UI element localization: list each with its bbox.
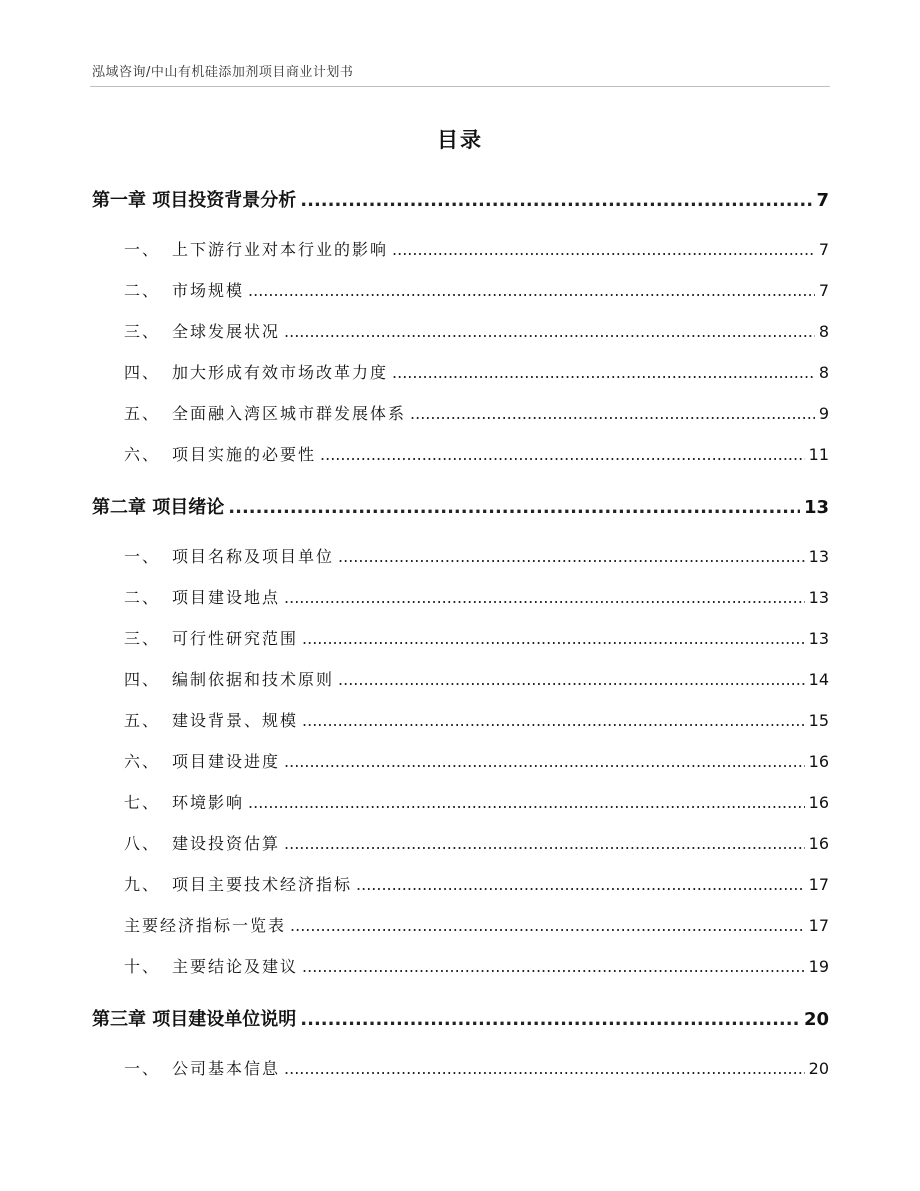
dot-leader — [302, 711, 805, 730]
dot-leader — [392, 363, 815, 382]
toc-entry-label — [92, 749, 280, 772]
toc-entry-label — [92, 831, 280, 854]
toc-page-number: 7 — [818, 240, 829, 259]
toc-entry-number: 四、 — [124, 670, 161, 689]
toc-entry-label — [92, 667, 334, 690]
toc-entry-label — [92, 493, 224, 519]
toc-section-entry[interactable] — [92, 872, 829, 896]
toc-page-number: 11 — [808, 445, 829, 464]
toc-entry-label — [92, 1056, 280, 1079]
toc-section-entry[interactable] — [92, 401, 829, 425]
toc-entry-number: 二、 — [124, 588, 161, 607]
toc-entry-label — [92, 401, 406, 424]
toc-entry-number: 六、 — [124, 752, 161, 771]
toc-page-number: 13 — [803, 497, 829, 518]
dot-leader — [300, 1009, 800, 1030]
toc-page-number: 20 — [808, 1059, 829, 1078]
header-divider — [90, 86, 830, 87]
dot-leader — [410, 404, 815, 423]
dot-leader — [290, 916, 805, 935]
toc-section-entry[interactable] — [92, 319, 829, 343]
toc-entry-text: 建设投资估算 — [172, 834, 281, 853]
toc-entry-text: 全面融入湾区城市群发展体系 — [172, 404, 407, 423]
toc-title: 目录 — [437, 128, 483, 152]
toc-section-entry[interactable] — [92, 749, 829, 773]
toc-page-number: 9 — [818, 404, 829, 423]
dot-leader — [228, 497, 800, 518]
toc-entry-text: 主要结论及建议 — [172, 957, 299, 976]
toc-entry-number: 六、 — [124, 445, 161, 464]
toc-page-number: 14 — [808, 670, 829, 689]
toc-page-number: 15 — [808, 711, 829, 730]
toc-entry-number: 五、 — [124, 711, 161, 730]
toc-entry-text: 第二章 项目绪论 — [92, 497, 225, 518]
toc-entry-number: 九、 — [124, 875, 161, 894]
toc-entry-text: 建设背景、规模 — [172, 711, 299, 730]
toc-entry-label — [92, 237, 388, 260]
dot-leader — [356, 875, 805, 894]
toc-page-number: 19 — [808, 957, 829, 976]
toc-section-entry[interactable] — [92, 626, 829, 650]
toc-page-number: 8 — [818, 363, 829, 382]
dot-leader — [302, 957, 805, 976]
toc-page-number: 17 — [808, 916, 829, 935]
toc-entry-label — [92, 319, 280, 342]
dot-leader — [302, 629, 805, 648]
toc-section-entry[interactable] — [92, 585, 829, 609]
toc-section-entry[interactable] — [92, 544, 829, 568]
dot-leader — [284, 322, 815, 341]
toc-page-number: 13 — [808, 547, 829, 566]
toc-section-entry[interactable] — [92, 360, 829, 384]
toc-entry-number: 十、 — [124, 957, 161, 976]
toc-entry-label — [92, 544, 334, 567]
toc-entry-number: 八、 — [124, 834, 161, 853]
toc-entry-label — [92, 442, 316, 465]
toc-entry-text: 编制依据和技术原则 — [172, 670, 335, 689]
dot-leader — [300, 190, 812, 211]
toc-page-number: 7 — [816, 190, 829, 211]
toc-page-number: 16 — [808, 834, 829, 853]
toc-entry-text: 加大形成有效市场改革力度 — [172, 363, 389, 382]
toc-entry-text: 项目名称及项目单位 — [172, 547, 335, 566]
toc-section-entry[interactable] — [92, 442, 829, 466]
toc-section-entry[interactable] — [92, 913, 829, 937]
running-header: 泓域咨询/中山有机硅添加剂项目商业计划书 — [92, 65, 354, 80]
toc-page-number: 8 — [818, 322, 829, 341]
toc-entry-number: 一、 — [124, 1059, 161, 1078]
toc-page-number: 16 — [808, 752, 829, 771]
toc-entry-text: 市场规模 — [172, 281, 245, 300]
toc-entry-number: 五、 — [124, 404, 161, 423]
toc-section-entry[interactable] — [92, 278, 829, 302]
toc-page-number: 13 — [808, 588, 829, 607]
toc-page-number: 13 — [808, 629, 829, 648]
toc-page-number: 17 — [808, 875, 829, 894]
toc-entry-text: 公司基本信息 — [172, 1059, 281, 1078]
toc-entry-text: 第一章 项目投资背景分析 — [92, 190, 297, 211]
toc-section-entry[interactable] — [92, 790, 829, 814]
dot-leader — [284, 752, 805, 771]
dot-leader — [284, 588, 805, 607]
toc-chapter-entry[interactable] — [92, 186, 829, 212]
toc-entry-label — [92, 626, 298, 649]
toc-entry-text: 项目建设地点 — [172, 588, 281, 607]
toc-entry-label — [92, 954, 298, 977]
toc-entry-text: 全球发展状况 — [172, 322, 281, 341]
toc-entry-label — [92, 278, 244, 301]
dot-leader — [338, 670, 805, 689]
toc-entry-number: 一、 — [124, 240, 161, 259]
toc-page-number: 16 — [808, 793, 829, 812]
toc-entry-label — [92, 360, 388, 383]
toc-section-entry[interactable] — [92, 1056, 829, 1080]
toc-entry-text: 可行性研究范围 — [172, 629, 299, 648]
toc-chapter-entry[interactable] — [92, 493, 829, 519]
dot-leader — [320, 445, 805, 464]
toc-entry-label — [92, 585, 280, 608]
toc-entry-text: 项目实施的必要性 — [172, 445, 317, 464]
toc-entry-number: 二、 — [124, 281, 161, 300]
toc-entry-label — [92, 708, 298, 731]
toc-entry-label — [92, 872, 352, 895]
dot-leader — [248, 793, 805, 812]
dot-leader — [248, 281, 815, 300]
toc-entry-number: 四、 — [124, 363, 161, 382]
toc-entry-label — [92, 913, 286, 936]
toc-section-entry[interactable] — [92, 667, 829, 691]
toc-entry-text: 第三章 项目建设单位说明 — [92, 1009, 297, 1030]
toc-page-number: 7 — [818, 281, 829, 300]
dot-leader — [284, 834, 805, 853]
toc-entry-text: 主要经济指标一览表 — [124, 916, 287, 935]
dot-leader — [338, 547, 805, 566]
toc-entry-text: 环境影响 — [172, 793, 245, 812]
toc-chapter-entry[interactable] — [92, 1005, 829, 1031]
dot-leader — [392, 240, 815, 259]
toc-section-entry[interactable] — [92, 237, 829, 261]
toc-entry-number: 三、 — [124, 629, 161, 648]
toc-entry-number: 七、 — [124, 793, 161, 812]
toc-entry-text: 上下游行业对本行业的影响 — [172, 240, 389, 259]
dot-leader — [284, 1059, 805, 1078]
toc-section-entry[interactable] — [92, 954, 829, 978]
toc-entry-number: 一、 — [124, 547, 161, 566]
toc-page-number: 20 — [803, 1009, 829, 1030]
toc-entry-text: 项目建设进度 — [172, 752, 281, 771]
toc-entry-label — [92, 1005, 296, 1031]
toc-entry-label — [92, 790, 244, 813]
toc-section-entry[interactable] — [92, 708, 829, 732]
toc-entry-label — [92, 186, 296, 212]
toc-entry-number: 三、 — [124, 322, 161, 341]
toc-entry-text: 项目主要技术经济指标 — [172, 875, 353, 894]
toc-section-entry[interactable] — [92, 831, 829, 855]
